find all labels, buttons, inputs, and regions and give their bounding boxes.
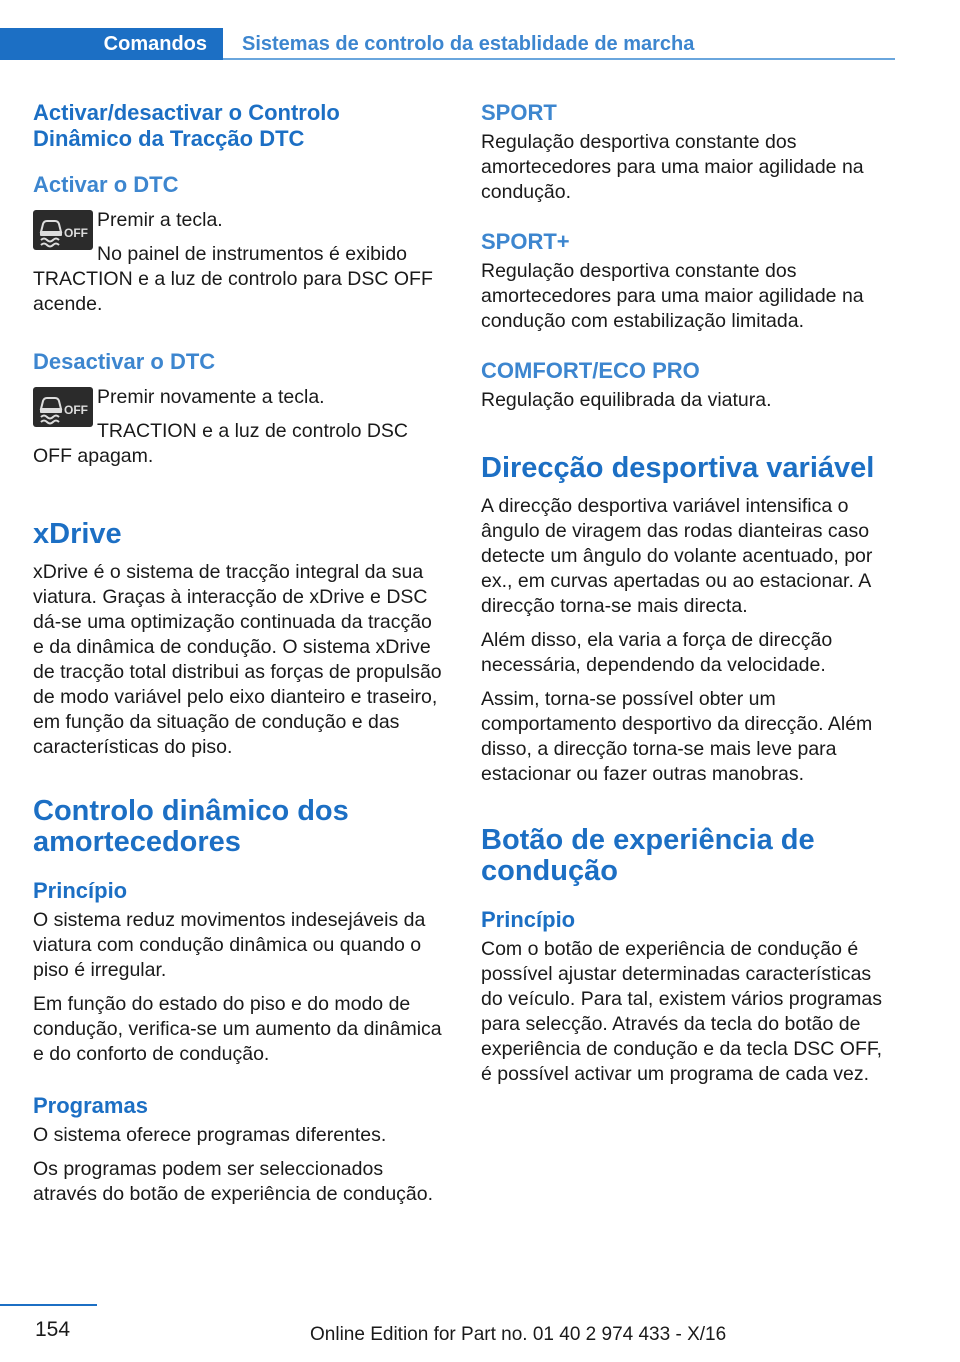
driving-exp-paragraph: Com o botão de experiência de condução é possível ajustar determinadas características do veículo. Para tal, existem vários programas para selecção. Através da tecla do botão de experiência de condução e da tecla DSC OFF, é possível activar um programa de cada vez. bbox=[481, 938, 883, 1085]
activate-info: No painel de instrumentos é exibido TRACTION e a luz de controlo para DSC OFF acende. bbox=[33, 243, 433, 315]
comfort-paragraph: Regulação equilibrada da viatura. bbox=[481, 389, 772, 411]
heading-xdrive: xDrive bbox=[33, 518, 122, 550]
heading-comfort-eco-pro: COMFORT/ECO PRO bbox=[481, 358, 700, 383]
sport-plus-paragraph: Regulação desportiva constante dos amortecedores para uma maior agilidade na condução com estabilização limitada. bbox=[481, 260, 864, 332]
principle-paragraph-2: Em função do estado do piso e do modo de condução, verifica-se um aumento da dinâmica e do conforto de condução. bbox=[33, 993, 442, 1065]
deactivate-info: TRACTION e a luz de controlo DSC OFF apagam. bbox=[33, 420, 409, 467]
heading-deactivate-dtc: Desactivar o DTC bbox=[33, 349, 216, 374]
programs-paragraph-1: O sistema oferece programas diferentes. bbox=[33, 1124, 387, 1146]
activate-step: Premir a tecla. bbox=[97, 209, 223, 231]
principle-paragraph-1: O sistema reduz movimentos indesejáveis da viatura com condução dinâmica ou quando o piso é irregular. bbox=[33, 909, 426, 981]
activate-dtc-block bbox=[33, 208, 443, 240]
steering-paragraph-2: Além disso, ela varia a força de direcção necessária, dependendo da velocidade. bbox=[481, 629, 833, 676]
steering-paragraph-1: A direcção desportiva variável intensifica o ângulo de viragem das rodas dianteiras caso detecte um ângulo do volante acentuado, por ex., em curvas apertadas ou ao estacionar. A direcção torna-se mais directa. bbox=[481, 495, 873, 617]
edition-note: Online Edition for Part no. 01 40 2 974 433 - X/16 bbox=[310, 1324, 727, 1345]
section-tab: Comandos bbox=[0, 28, 223, 60]
chapter-title: Sistemas de controlo da establidade de marcha bbox=[242, 33, 695, 55]
heading-dynamic-damping: Controlo dinâmico dos amortecedores bbox=[33, 795, 349, 858]
deactivate-dtc-block bbox=[33, 385, 443, 417]
heading-driving-experience-control: Botão de experiência de condução bbox=[481, 824, 815, 887]
heading-variable-sport-steering: Direcção desportiva variável bbox=[481, 452, 875, 484]
svg-text:OFF: OFF bbox=[64, 403, 88, 417]
page-header bbox=[0, 28, 895, 62]
heading-sport-plus: SPORT+ bbox=[481, 229, 570, 254]
left-column bbox=[33, 100, 443, 1216]
dsc-off-icon bbox=[33, 387, 93, 427]
sport-paragraph: Regulação desportiva constante dos amortecedores para uma maior agilidade na condução. bbox=[481, 131, 864, 203]
xdrive-paragraph: xDrive é o sistema de tracção integral da sua viatura. Graças à interacção de xDrive e DSC dá-se uma optimização continuada da tracção e da dinâmica de condução. O sistema xDrive de tracção total distribui as forças de propulsão de modo variável pelo eixo dianteiro e traseiro, em função da situação de condução e das características do piso. bbox=[33, 561, 442, 758]
dsc-off-icon bbox=[33, 210, 93, 250]
heading-activate-deactivate-dtc: Activar/desactivar o Controlo Dinâmico da Tracção DTC bbox=[33, 100, 340, 151]
heading-activate-dtc: Activar o DTC bbox=[33, 172, 179, 197]
steering-paragraph-3: Assim, torna-se possível obter um comportamento desportivo da direcção. Além disso, a direcção torna-se mais leve para estacionar ou fazer outras manobras. bbox=[481, 688, 873, 785]
heading-principle-right: Princípio bbox=[481, 907, 576, 932]
programs-paragraph-2: Os programas podem ser seleccionados através do botão de experiência de condução. bbox=[33, 1158, 434, 1205]
heading-sport: SPORT bbox=[481, 100, 557, 125]
svg-text:OFF: OFF bbox=[64, 226, 88, 240]
footer-rule bbox=[0, 1304, 97, 1306]
heading-principle: Princípio bbox=[33, 878, 128, 903]
header-rule bbox=[223, 58, 895, 60]
deactivate-step: Premir novamente a tecla. bbox=[97, 386, 325, 408]
right-column bbox=[481, 100, 895, 1096]
page-number: 154 bbox=[35, 1318, 71, 1341]
heading-programs: Programas bbox=[33, 1093, 148, 1118]
